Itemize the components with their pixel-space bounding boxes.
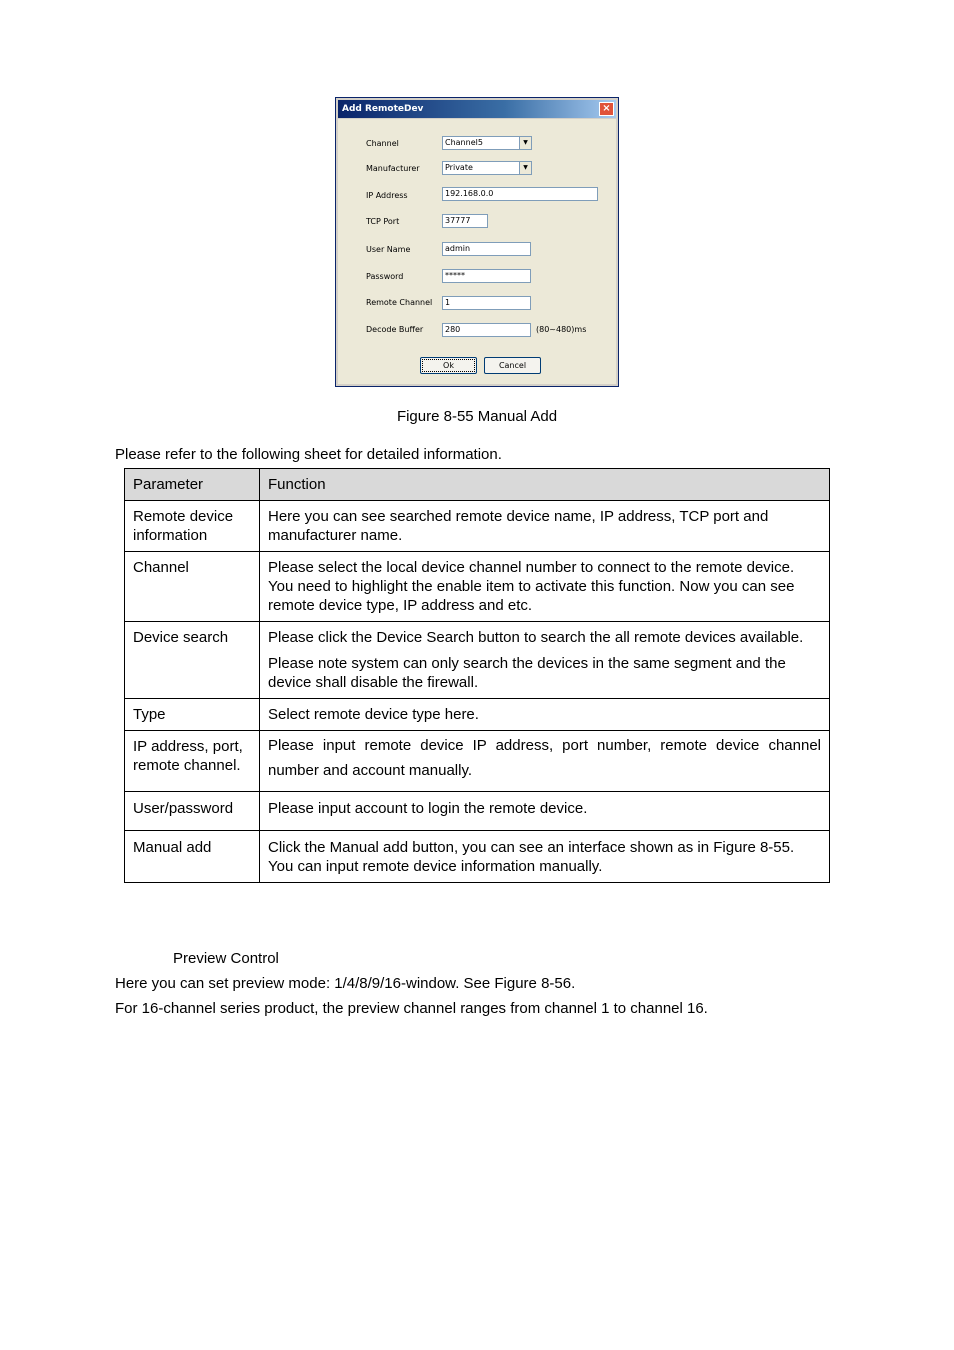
table-row [125, 731, 830, 792]
table-row [125, 699, 830, 731]
add-remote-device-dialog [335, 97, 619, 387]
remote-channel-label: Remote Channel [366, 298, 433, 307]
channel-label: Channel [366, 139, 399, 148]
ok-button[interactable]: Ok [420, 357, 477, 374]
param-cell: Type [125, 699, 260, 731]
decode-buffer-input[interactable]: 280 [442, 323, 531, 337]
table-row [125, 792, 830, 831]
function-text: Please input account to login the remote device. [268, 800, 588, 817]
dialog-titlebar [338, 100, 616, 118]
chevron-down-icon[interactable]: ▼ [519, 162, 531, 174]
channel-select[interactable] [442, 136, 532, 150]
param-cell: User/password [125, 792, 260, 831]
table-row [125, 501, 830, 552]
function-cell [260, 831, 830, 883]
decode-buffer-label: Decode Buffer [366, 325, 424, 334]
param-cell: Remote device information [125, 501, 260, 552]
figure-caption: Figure 8-55 Manual Add [396, 408, 558, 425]
function-text: Please click the Device Search button to search the all remote devices available. [268, 629, 804, 646]
param-cell: IP address, port, remote channel. [125, 731, 260, 792]
header-function: Function [260, 469, 830, 501]
table-header-row [125, 469, 830, 501]
param-cell: Manual add [125, 831, 260, 883]
function-text: Select remote device type here. [268, 706, 479, 723]
tcp-port-label: TCP Port [366, 217, 400, 226]
intro-text: Please refer to the following sheet for detailed information. [115, 446, 502, 463]
section-title: Preview Control [173, 950, 279, 967]
function-cell [260, 731, 830, 792]
function-cell [260, 792, 830, 831]
function-cell [260, 622, 830, 699]
function-text: Please select the local device channel number to connect to the remote device. You need to highlight the enable item to activate this function. Now you can see remote device type, IP address and etc. [268, 559, 795, 614]
channel-value: Channel5 [445, 138, 483, 147]
function-text: Here you can see searched remote device name, IP address, TCP port and manufacturer name. [268, 508, 769, 544]
param-cell: Device search [125, 622, 260, 699]
ip-address-input[interactable]: 192.168.0.0 [442, 187, 598, 201]
function-cell [260, 552, 830, 622]
header-parameter: Parameter [125, 469, 260, 501]
password-input[interactable]: ***** [442, 269, 531, 283]
parameter-table [124, 468, 830, 883]
table-row [125, 831, 830, 883]
dialog-body [338, 119, 616, 384]
user-name-input[interactable]: admin [442, 242, 531, 256]
body-line: For 16-channel series product, the preview channel ranges from channel 1 to channel 16. [115, 1000, 708, 1017]
ip-address-label: IP Address [366, 191, 408, 200]
manufacturer-select[interactable] [442, 161, 532, 175]
tcp-port-input[interactable]: 37777 [442, 214, 488, 228]
function-cell [260, 501, 830, 552]
close-icon[interactable]: × [599, 102, 614, 116]
function-text: Please note system can only search the devices in the same segment and the device shall disable the firewall. [268, 655, 786, 691]
body-line: Here you can set preview mode: 1/4/8/9/16-window. See Figure 8-56. [115, 975, 576, 992]
function-text: Click the Manual add button, you can see an interface shown as in Figure 8-55. You can input remote device information manually. [268, 839, 795, 875]
remote-channel-input[interactable]: 1 [442, 296, 531, 310]
param-cell: Channel [125, 552, 260, 622]
chevron-down-icon[interactable]: ▼ [519, 137, 531, 149]
table-row [125, 622, 830, 699]
password-label: Password [366, 272, 404, 281]
decode-buffer-range: (80~480)ms [536, 325, 587, 334]
function-cell [260, 699, 830, 731]
table-row [125, 552, 830, 622]
manufacturer-value: Private [445, 163, 473, 172]
user-name-label: User Name [366, 245, 411, 254]
manufacturer-label: Manufacturer [366, 164, 420, 173]
function-text: Please input remote device IP address, port number, remote device channel number and account manually. [268, 737, 821, 779]
dialog-title: Add RemoteDev [342, 104, 424, 114]
cancel-button[interactable]: Cancel [484, 357, 541, 374]
